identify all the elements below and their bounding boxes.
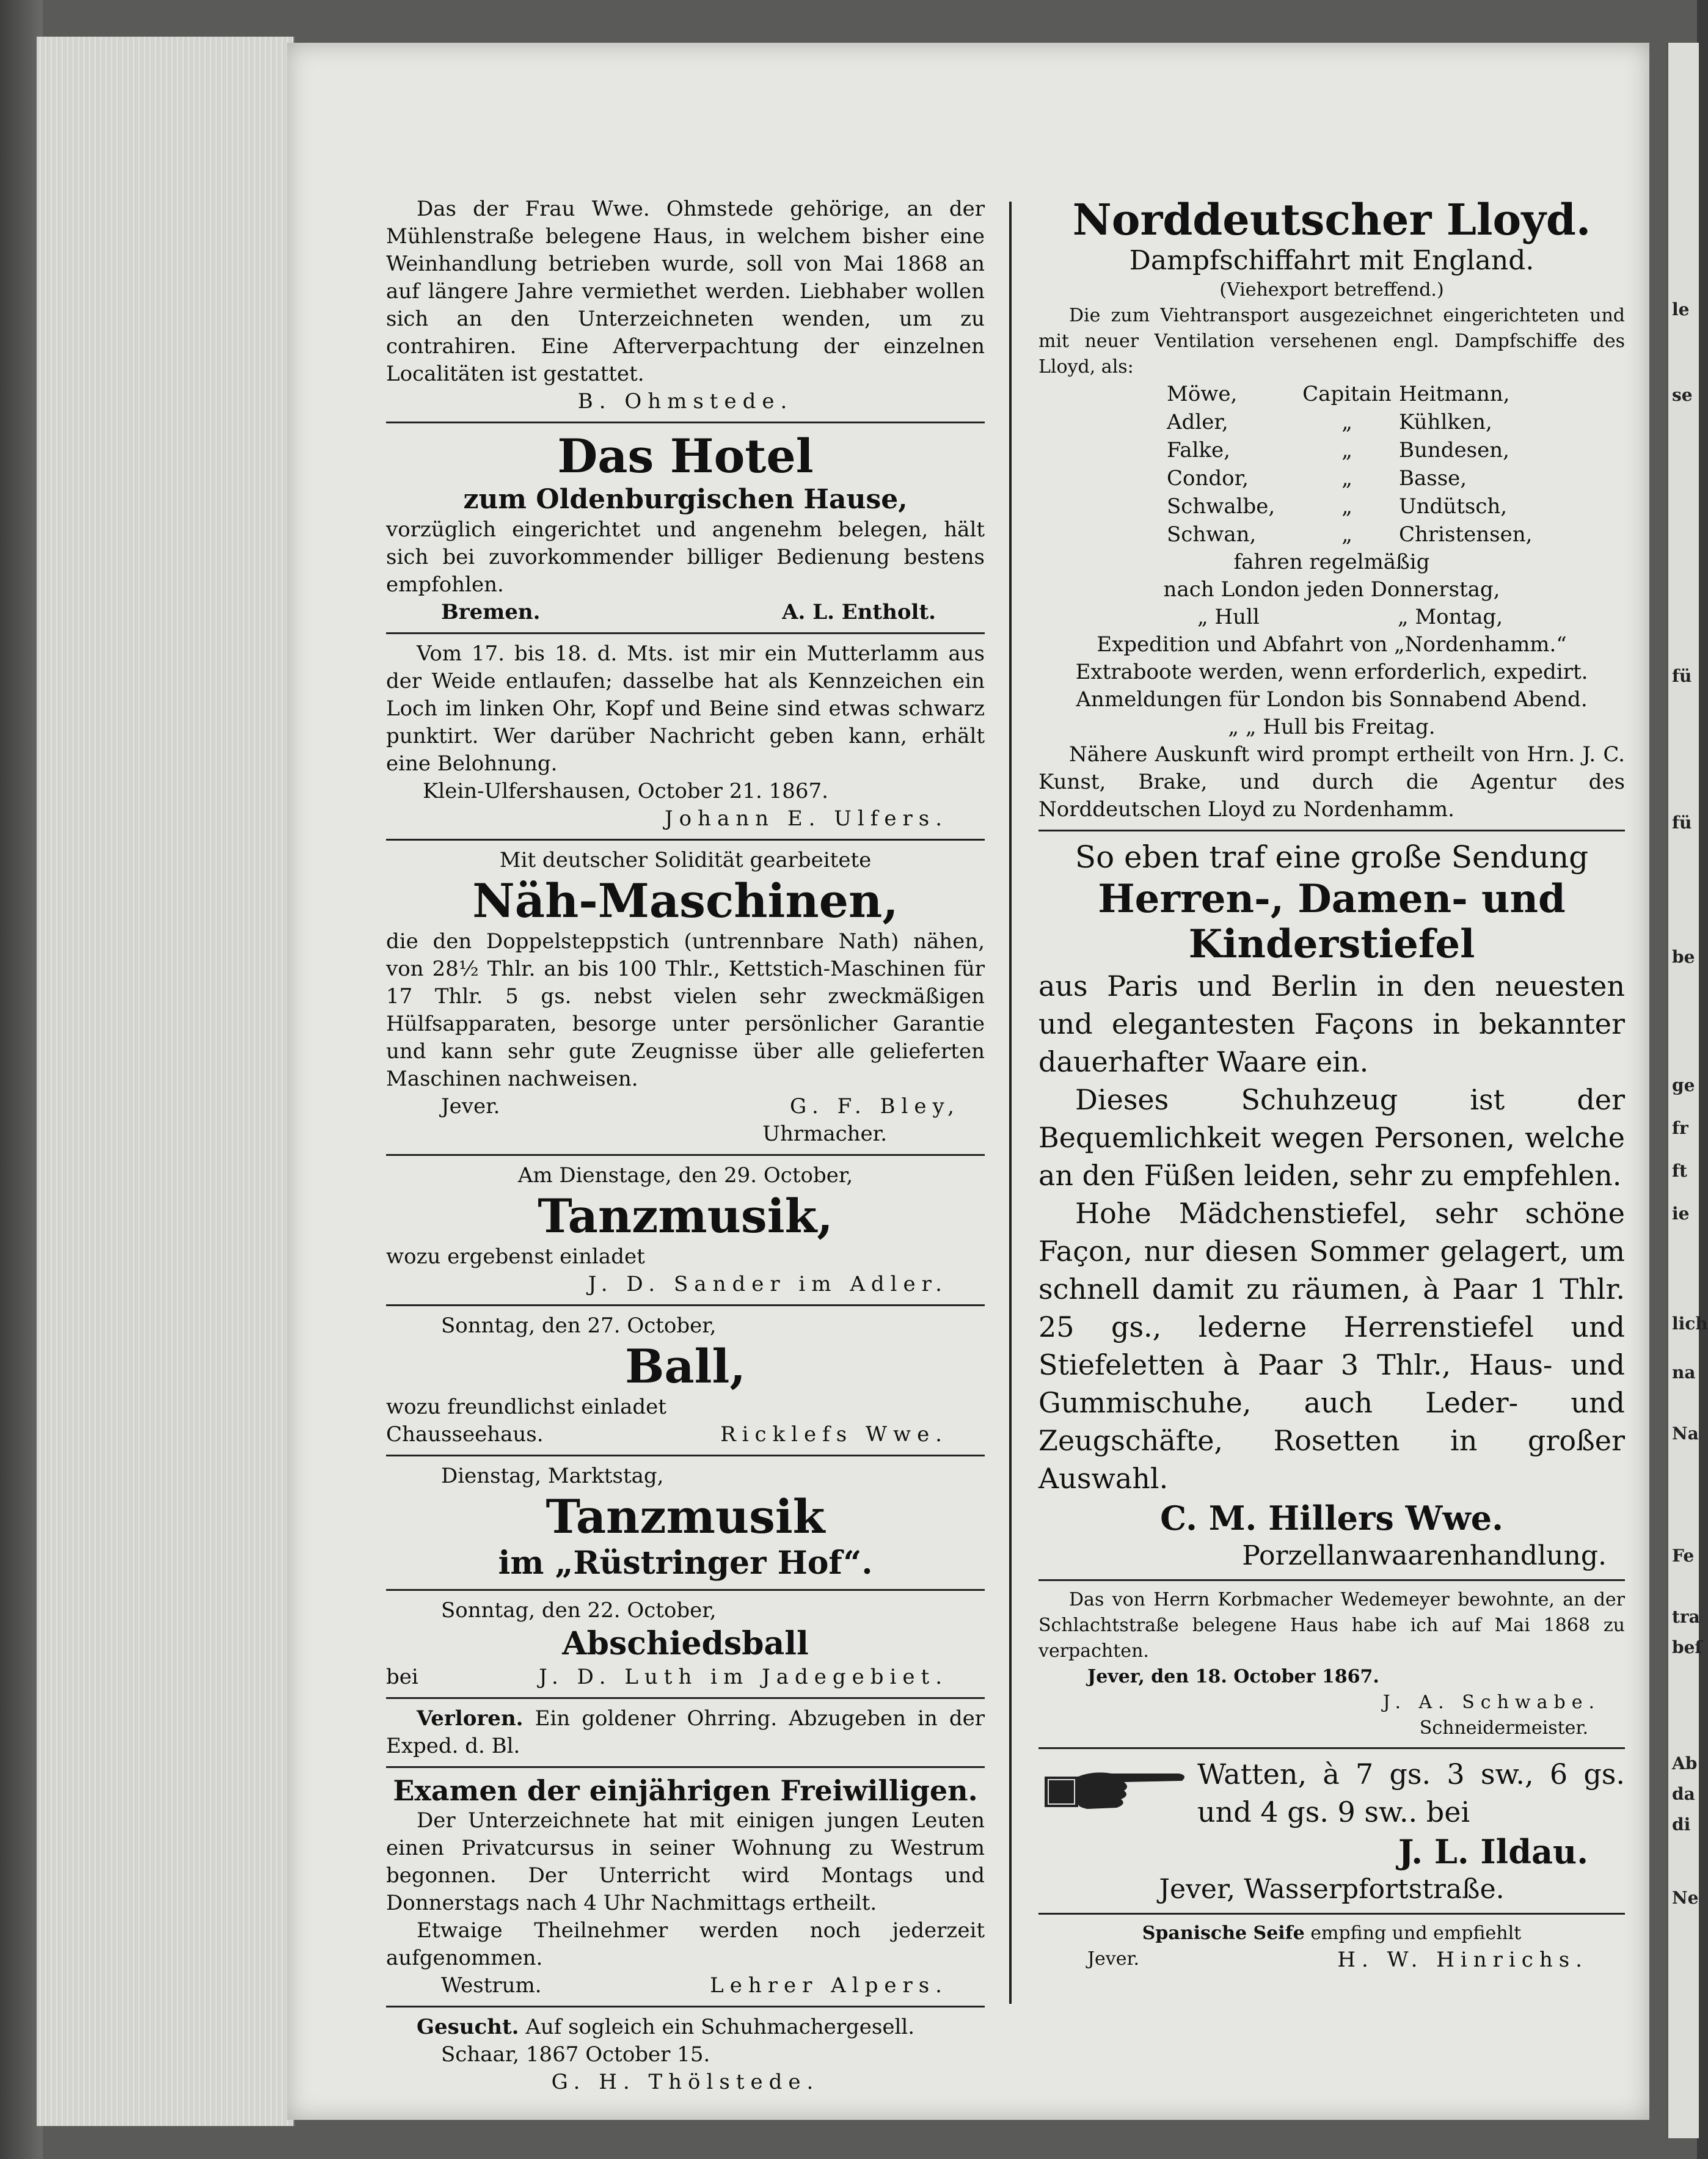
ad-text: aus Paris und Berlin in den neuesten und elegantesten Façons in bekannter dauerhafter Waare ein. — [1038, 970, 1625, 1078]
ship-captain: Undütsch, — [1399, 494, 1508, 519]
ad-date: Jever, den 18. October 1867. — [1087, 1666, 1379, 1687]
ad-title: Ball, — [625, 1339, 746, 1394]
next-page-fragment: ft — [1672, 1161, 1687, 1181]
ad-note: (Viehexport betreffend.) — [1219, 279, 1444, 301]
ad-signature: A. L. Entholt. — [782, 600, 936, 624]
ad-line: Expedition und Abfahrt von „Nordenhamm.“ — [1097, 632, 1567, 657]
ad-norddeutscher-lloyd — [1038, 195, 1625, 824]
ad-signature: C. M. Hillers Wwe. — [1160, 1499, 1503, 1538]
next-page-fragment: Ne — [1672, 1888, 1699, 1908]
ship-name: Möwe, — [1167, 382, 1238, 406]
ad-place: Jever, Wasserpfortstraße. — [1159, 1874, 1505, 1905]
ad-signature: B. Ohmstede. — [577, 389, 794, 414]
divider — [386, 1589, 985, 1591]
ad-footer — [386, 1664, 985, 1691]
ad-sewing-machines — [386, 847, 985, 1148]
next-page-fragment: fü — [1672, 666, 1692, 686]
ad-footer — [386, 599, 985, 626]
page-stack-edge — [37, 37, 294, 2126]
ad-head: Verloren. — [417, 1706, 524, 1731]
ad-signature: J. D. Luth im Jadegebiet. — [539, 1665, 948, 1689]
next-page-fragment: ie — [1672, 1204, 1690, 1224]
divider — [1038, 830, 1625, 831]
ad-line: Extraboote werden, wenn erforderlich, expedirt. — [1075, 660, 1588, 684]
ad-signature: J. L. Ildau. — [1398, 1832, 1588, 1871]
ad-title: Tanzmusik — [546, 1489, 825, 1544]
next-page-fragment: Ab — [1672, 1753, 1698, 1774]
ad-date: Schaar, 1867 October 15. — [441, 2042, 710, 2067]
divider — [386, 839, 985, 841]
divider — [386, 1154, 985, 1156]
ad-date: Klein-Ulfershausen, October 21. 1867. — [423, 779, 828, 803]
ad-title: Examen der einjährigen Freiwilligen. — [393, 1774, 978, 1807]
ad-title: Herren-, Damen- und — [1098, 876, 1566, 922]
ad-boots — [1038, 838, 1625, 1573]
next-page-fragment: tra — [1672, 1607, 1700, 1627]
ad-signature: J. A. Schwabe. — [1382, 1692, 1600, 1713]
ad-line: Anmeldungen für London bis Sonnabend Abend. — [1076, 687, 1588, 712]
ad-signature: Johann E. Ulfers. — [664, 806, 948, 831]
ad-footer — [386, 1972, 985, 2000]
ad-text: Das der Frau Wwe. Ohmstede gehörige, an der Mühlenstraße belegene Haus, in welchem bisher eine Weinhandlung betrieben wurde, soll von Mai 1868 an auf längere Jahre vermiethet werden. Liebhaber wollen sich an den Unterzeichneten wenden, um zu contrahiren. Eine Afterverpachtung der einzelnen Localitäten ist gestattet. — [386, 197, 985, 386]
ship-captain: Kühlken, — [1399, 410, 1492, 434]
ad-head: Spanische Seife — [1142, 1923, 1305, 1944]
ad-lead: So eben traf eine große Sendung — [1075, 839, 1589, 875]
ad-hotel — [386, 429, 985, 626]
ad-text: Nähere Auskunft wird prompt ertheilt von Hrn. J. C. Kunst, Brake, und durch die Agentur des Norddeutschen Lloyd zu Nordenhamm. — [1038, 742, 1625, 822]
ad-korbmacher — [1038, 1587, 1625, 1741]
next-page-fragment: di — [1672, 1814, 1691, 1835]
next-page-fragment: le — [1672, 299, 1690, 320]
ship-sep: „ — [1341, 466, 1352, 491]
ad-signature: G. H. Thölstede. — [551, 2070, 820, 2094]
ad-lead: Mit deutscher Solidität gearbeitete — [499, 848, 872, 872]
ad-lead: Am Dienstage, den 29. October, — [517, 1163, 853, 1188]
next-page-fragment: Fe — [1672, 1546, 1695, 1566]
ship-sep: „ — [1341, 494, 1352, 519]
ad-signature: Lehrer Alpers. — [710, 1973, 948, 1998]
ad-place: Bremen. — [441, 600, 541, 624]
ad-text: wozu freundlichst einladet — [386, 1395, 666, 1419]
ad-text: vorzüglich eingerichtet und angenehm belegen, hält sich bei zuvorkommender billiger Bedienung bestens empfohlen. — [386, 517, 985, 597]
ad-signature: Ricklefs Wwe. — [720, 1422, 948, 1447]
ad-line-part: „ Hull — [1197, 605, 1260, 629]
divider — [386, 1697, 985, 1699]
ship-name: Condor, — [1167, 466, 1249, 491]
ad-footer — [1038, 1946, 1625, 1974]
next-page-fragment: be — [1672, 947, 1695, 967]
ship-row — [1167, 492, 1625, 521]
ad-place: Jever. — [441, 1094, 500, 1119]
ad-text: die den Doppelsteppstich (untrennbare Nath) nähen, von 28½ Thlr. an bis 100 Thlr., Kettstich-Maschinen für 17 Thlr. 5 gs. nebst vielen sehr zweckmäßigen Hülfsapparaten, besorge unter persönlicher Garantie und kann sehr gute Zeugnisse über alle gelieferten Maschinen nachweisen. — [386, 929, 985, 1091]
divider — [1038, 1747, 1625, 1749]
ad-text: Dieses Schuhzeug ist der Bequemlichkeit wegen Personen, welche an den Füßen leiden, sehr zu empfehlen. — [1038, 1083, 1625, 1192]
ad-footer — [386, 1421, 985, 1448]
ad-text: Der Unterzeichnete hat mit einigen jungen Leuten einen Privatcursus in seiner Wohnung zu Westrum begonnen. Der Unterricht wird Montags und Donnerstags nach 4 Uhr Nachmittags ertheilt. — [386, 1808, 985, 1915]
ship-sep: Capitain — [1302, 382, 1392, 406]
left-column — [386, 195, 985, 2096]
divider — [1038, 1913, 1625, 1915]
divider — [386, 422, 985, 423]
ad-signature: J. D. Sander im Adler. — [588, 1272, 948, 1296]
ad-text: Die zum Viehtransport ausgezeichnet eingerichteten und mit neuer Ventilation versehenen engl. Dampfschiffe des Lloyd, als: — [1038, 305, 1625, 378]
divider — [1038, 1579, 1625, 1581]
ad-lead: Dienstag, Marktstag, — [441, 1464, 664, 1488]
ad-place: Westrum. — [441, 1973, 542, 1998]
divider — [386, 2006, 985, 2007]
ad-text: empfing und empfiehlt — [1310, 1923, 1522, 1944]
divider — [386, 632, 985, 634]
ship-captain: Christensen, — [1399, 522, 1533, 547]
next-page-fragment: Na — [1672, 1423, 1699, 1444]
ad-text: Ein goldener Ohrring. Abzugeben in der Exped. d. Bl. — [386, 1706, 985, 1758]
next-page-fragment: beſ — [1672, 1637, 1703, 1657]
ad-text: Auf sogleich ein Schuhmachergesell. — [525, 2015, 915, 2039]
divider — [386, 1766, 985, 1768]
column-divider — [1009, 202, 1012, 2004]
ad-line: nach London jeden Donnerstag, — [1163, 577, 1500, 602]
ad-line: „ „ Hull bis Freitag. — [1228, 715, 1436, 739]
ad-title: Tanzmusik, — [538, 1189, 833, 1243]
ship-name: Schwan, — [1167, 522, 1257, 547]
ad-title: Näh-Maschinen, — [472, 874, 899, 928]
ship-sep: „ — [1341, 438, 1352, 462]
ad-text: Watten, à 7 gs. 3 sw., 6 gs. und 4 gs. 9 sw.. bei — [1197, 1758, 1625, 1828]
ad-tanzmusik-ruestringer-hof — [386, 1463, 985, 1583]
ad-place: Jever. — [1087, 1948, 1140, 1970]
next-page-fragment: fr — [1672, 1118, 1688, 1138]
ad-text: wozu ergebenst einladet — [386, 1244, 645, 1269]
next-page-fragment: se — [1672, 385, 1693, 405]
ad-lead: Sonntag, den 22. October, — [441, 1598, 717, 1623]
ad-place: Chausseehaus. — [386, 1422, 544, 1447]
ship-name: Schwalbe, — [1167, 494, 1276, 519]
ad-text: Vom 17. bis 18. d. Mts. ist mir ein Mutterlamm aus der Weide entlaufen; dasselbe hat als Kennzeichen ein Loch im linken Ohr, Kopf und Beine sind etwas schwarz punktirt. Wer darüber Nachricht geben kann, erhält eine Belohnung. — [386, 641, 985, 776]
ad-lost-lamb — [386, 640, 985, 833]
ad-title: Das Hotel — [557, 429, 814, 483]
ad-signature-title: Schneidermeister. — [1419, 1717, 1588, 1739]
next-page-fragment: da — [1672, 1784, 1695, 1804]
ad-spanish-soap — [1038, 1921, 1625, 1974]
ad-text: Das von Herrn Korbmacher Wedemeyer bewohnte, an der Schlachtstraße belegene Haus habe ich auf Mai 1868 zu verpachten. — [1038, 1589, 1625, 1662]
ad-gesucht — [386, 2014, 985, 2096]
ad-abschiedsball — [386, 1597, 985, 1691]
ship-row — [1167, 521, 1625, 549]
ship-row — [1167, 464, 1625, 492]
ad-ball-chausseehaus — [386, 1312, 985, 1448]
next-page-fragment: lich — [1672, 1313, 1708, 1334]
ad-line — [1038, 604, 1625, 631]
ad-signature: H. W. Hinrichs. — [1337, 1948, 1588, 1972]
next-page-fragment: fü — [1672, 813, 1692, 833]
ship-sep: „ — [1341, 522, 1352, 547]
ad-text: Etwaige Theilnehmer werden noch jederzeit aufgenommen. — [386, 1918, 985, 1970]
right-column — [1038, 195, 1625, 1974]
pointing-hand-icon — [1038, 1755, 1191, 1825]
ad-subtitle: zum Oldenburgischen Hause, — [463, 484, 908, 515]
ad-signature: G. F. Bley, — [790, 1094, 960, 1119]
ad-title: Norddeutscher Lloyd. — [1072, 194, 1591, 245]
ad-lead: Sonntag, den 27. October, — [441, 1313, 717, 1338]
ship-captain: Bundesen, — [1399, 438, 1509, 462]
ship-captain: Heitmann, — [1399, 382, 1510, 406]
ad-subtitle: im „Rüstringer Hof“. — [498, 1544, 873, 1582]
ad-watten — [1038, 1755, 1625, 1907]
ad-text: bei — [386, 1665, 418, 1689]
ad-signature-title: Uhrmacher. — [762, 1122, 887, 1146]
ad-head: Gesucht. — [417, 2015, 519, 2039]
ad-title: Kinderstiefel — [1188, 921, 1475, 967]
ship-row — [1167, 380, 1625, 408]
ad-examen — [386, 1774, 985, 2000]
ad-tanzmusik-adler — [386, 1162, 985, 1298]
ship-row — [1167, 408, 1625, 436]
ad-line-part: „ Montag, — [1397, 605, 1503, 629]
ad-house-ohmstede — [386, 195, 985, 415]
ad-title: Abschiedsball — [562, 1625, 809, 1662]
ship-row — [1167, 436, 1625, 464]
divider — [386, 1455, 985, 1456]
ad-text: Hohe Mädchenstiefel, sehr schöne Façon, nur diesen Sommer gelagert, um schnell damit zu räumen, à Paar 1 Thlr. 25 gs., lederne Herrenstiefel und Stiefeletten à Paar 3 Thlr., Haus- und Gummischuhe, auch Leder- und Zeugschäfte, Rosetten in großer Auswahl. — [1038, 1197, 1625, 1495]
ship-list — [1038, 380, 1625, 549]
next-page-fragment: ge — [1672, 1075, 1695, 1095]
ad-signature-title: Porzellanwaarenhandlung. — [1242, 1540, 1607, 1571]
ad-footer — [386, 1093, 985, 1120]
next-page-fragment: na — [1672, 1362, 1696, 1383]
ship-sep: „ — [1341, 410, 1352, 434]
ship-name: Adler, — [1167, 410, 1228, 434]
ship-name: Falke, — [1167, 438, 1230, 462]
next-page-edge — [1666, 43, 1708, 2138]
ad-lost-earring — [386, 1705, 985, 1760]
ad-line: fahren regelmäßig — [1233, 550, 1430, 574]
divider — [386, 1304, 985, 1306]
ad-subtitle: Dampfschiffahrt mit England. — [1129, 245, 1535, 276]
ship-captain: Basse, — [1399, 466, 1467, 491]
